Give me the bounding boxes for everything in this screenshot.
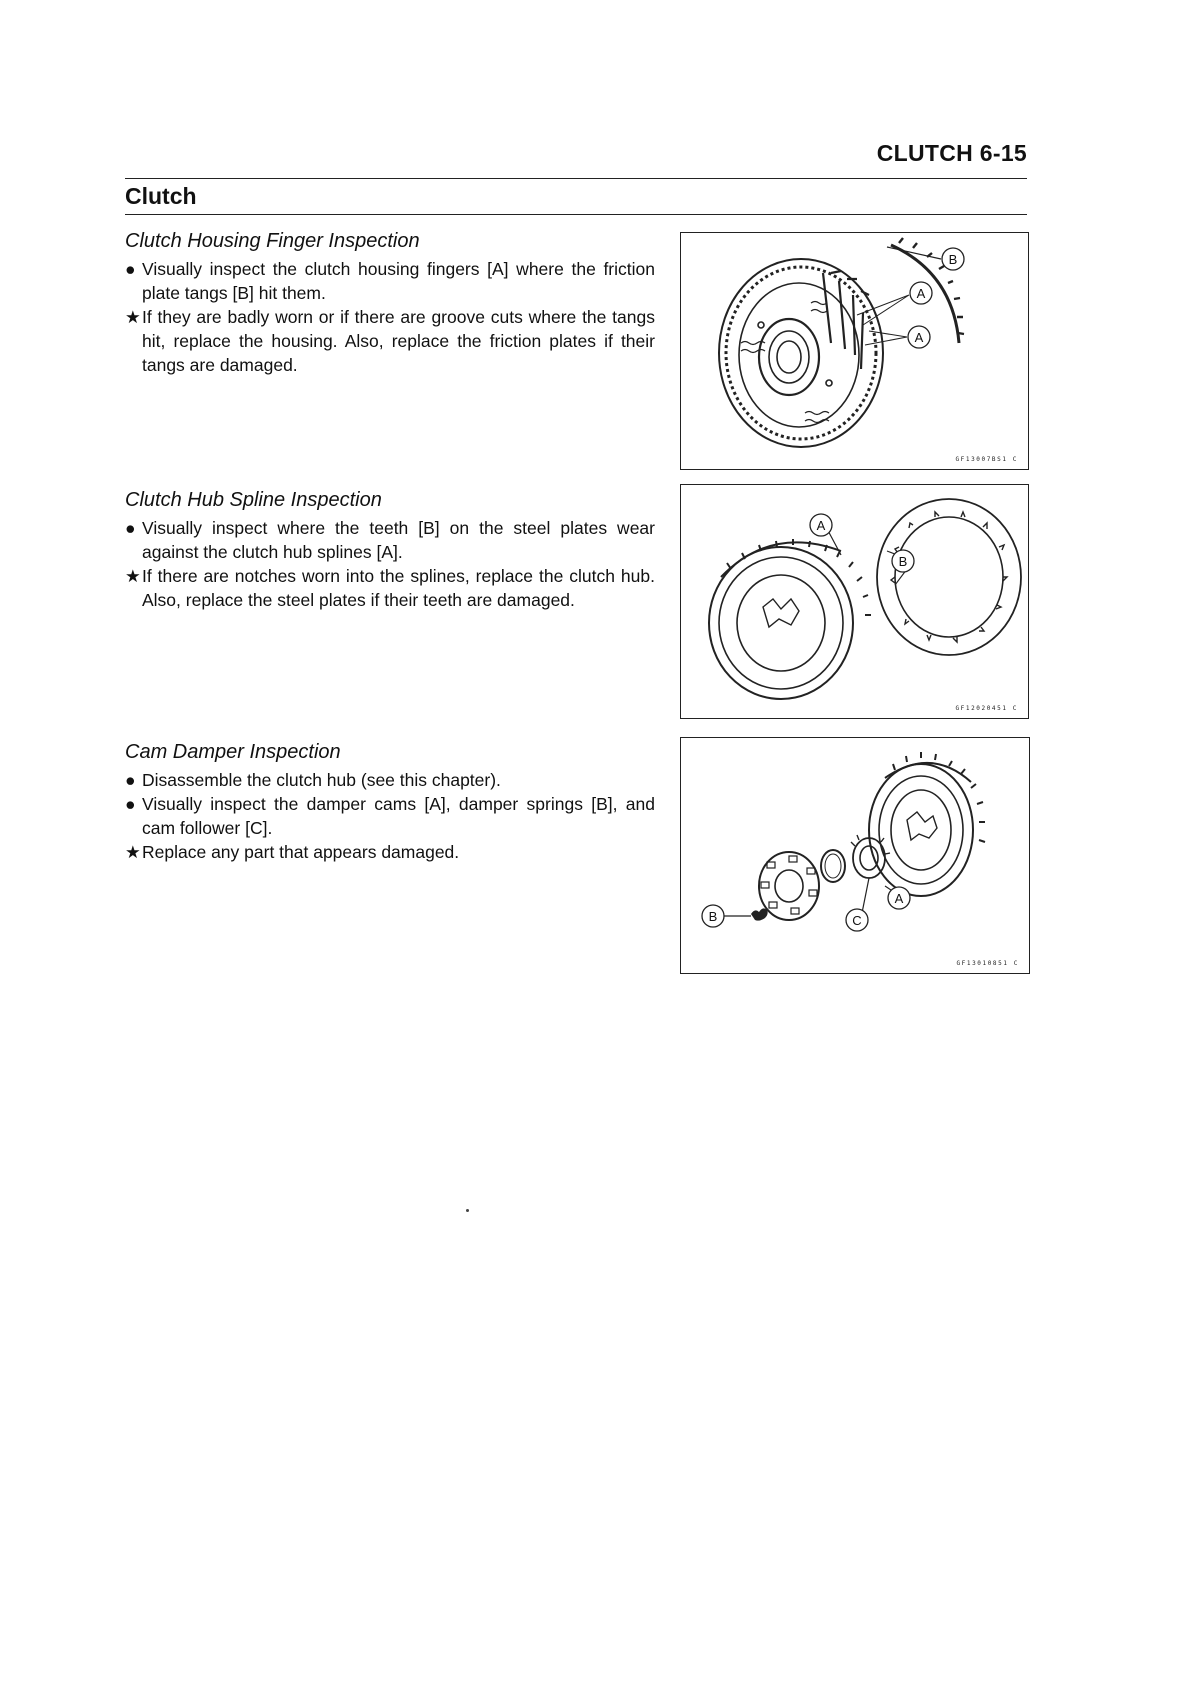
instruction-text: Visually inspect where the teeth [B] on the steel plates wear against the clutch hub splines [A]. [142,518,655,562]
instruction-item [125,564,655,612]
figure-code: GF12020451 C [955,705,1018,712]
header-rule [125,178,1027,179]
instruction-text: Visually inspect the clutch housing fingers [A] where the friction plate tangs [B] hit them. [142,259,655,303]
star-marker: ★ [125,307,141,327]
callout-a: A [894,891,904,906]
page-header [125,136,1027,182]
instruction-item [125,257,655,305]
clutch-hub-illustration [681,485,1028,718]
instruction-text: If they are badly worn or if there are groove cuts where the tangs hit, replace the housing. Also, replace the friction plates if their tangs are damaged. [142,307,655,375]
section-title: Clutch [125,183,197,209]
callout-b: B [708,909,718,924]
clutch-housing-figure [680,232,1029,470]
instruction-item [125,305,655,377]
callout-a: A [816,518,826,533]
instruction-item [125,768,655,792]
bullet-marker: ● [125,259,136,279]
instruction-text: Replace any part that appears damaged. [142,842,460,862]
scan-speck [466,1209,469,1212]
clutch-housing-illustration [681,233,1028,469]
clutch-hub-figure [680,484,1029,719]
subsection-title: Clutch Housing Finger Inspection [125,230,420,252]
callout-a: A [916,286,926,301]
instruction-text: Disassemble the clutch hub (see this chapter). [142,770,501,790]
instruction-text: If there are notches worn into the splines, replace the clutch hub. Also, replace the steel plates if their teeth are damaged. [142,566,655,610]
figure-code: GF13007BS1 C [955,456,1018,463]
instruction-item [125,840,655,864]
bullet-marker: ● [125,770,136,790]
chapter-title: CLUTCH 6-15 [876,140,1027,166]
callout-a: A [914,330,924,345]
section-rule [125,214,1027,215]
callout-c: C [852,913,862,928]
callout-b: B [948,252,958,267]
instruction-item [125,516,655,564]
subsection-title: Cam Damper Inspection [125,741,341,763]
star-marker: ★ [125,566,141,586]
figure-code: GF13010851 C [956,960,1019,967]
cam-damper-inspection [125,741,655,864]
bullet-marker: ● [125,794,136,814]
hub-spline-inspection [125,489,655,612]
cam-damper-figure [680,737,1030,974]
cam-damper-illustration [681,738,1029,973]
subsection-title: Clutch Hub Spline Inspection [125,489,382,511]
bullet-marker: ● [125,518,136,538]
housing-finger-inspection [125,230,655,377]
instruction-text: Visually inspect the damper cams [A], damper springs [B], and cam follower [C]. [142,794,655,838]
star-marker: ★ [125,842,141,862]
instruction-item [125,792,655,840]
callout-b: B [898,554,908,569]
